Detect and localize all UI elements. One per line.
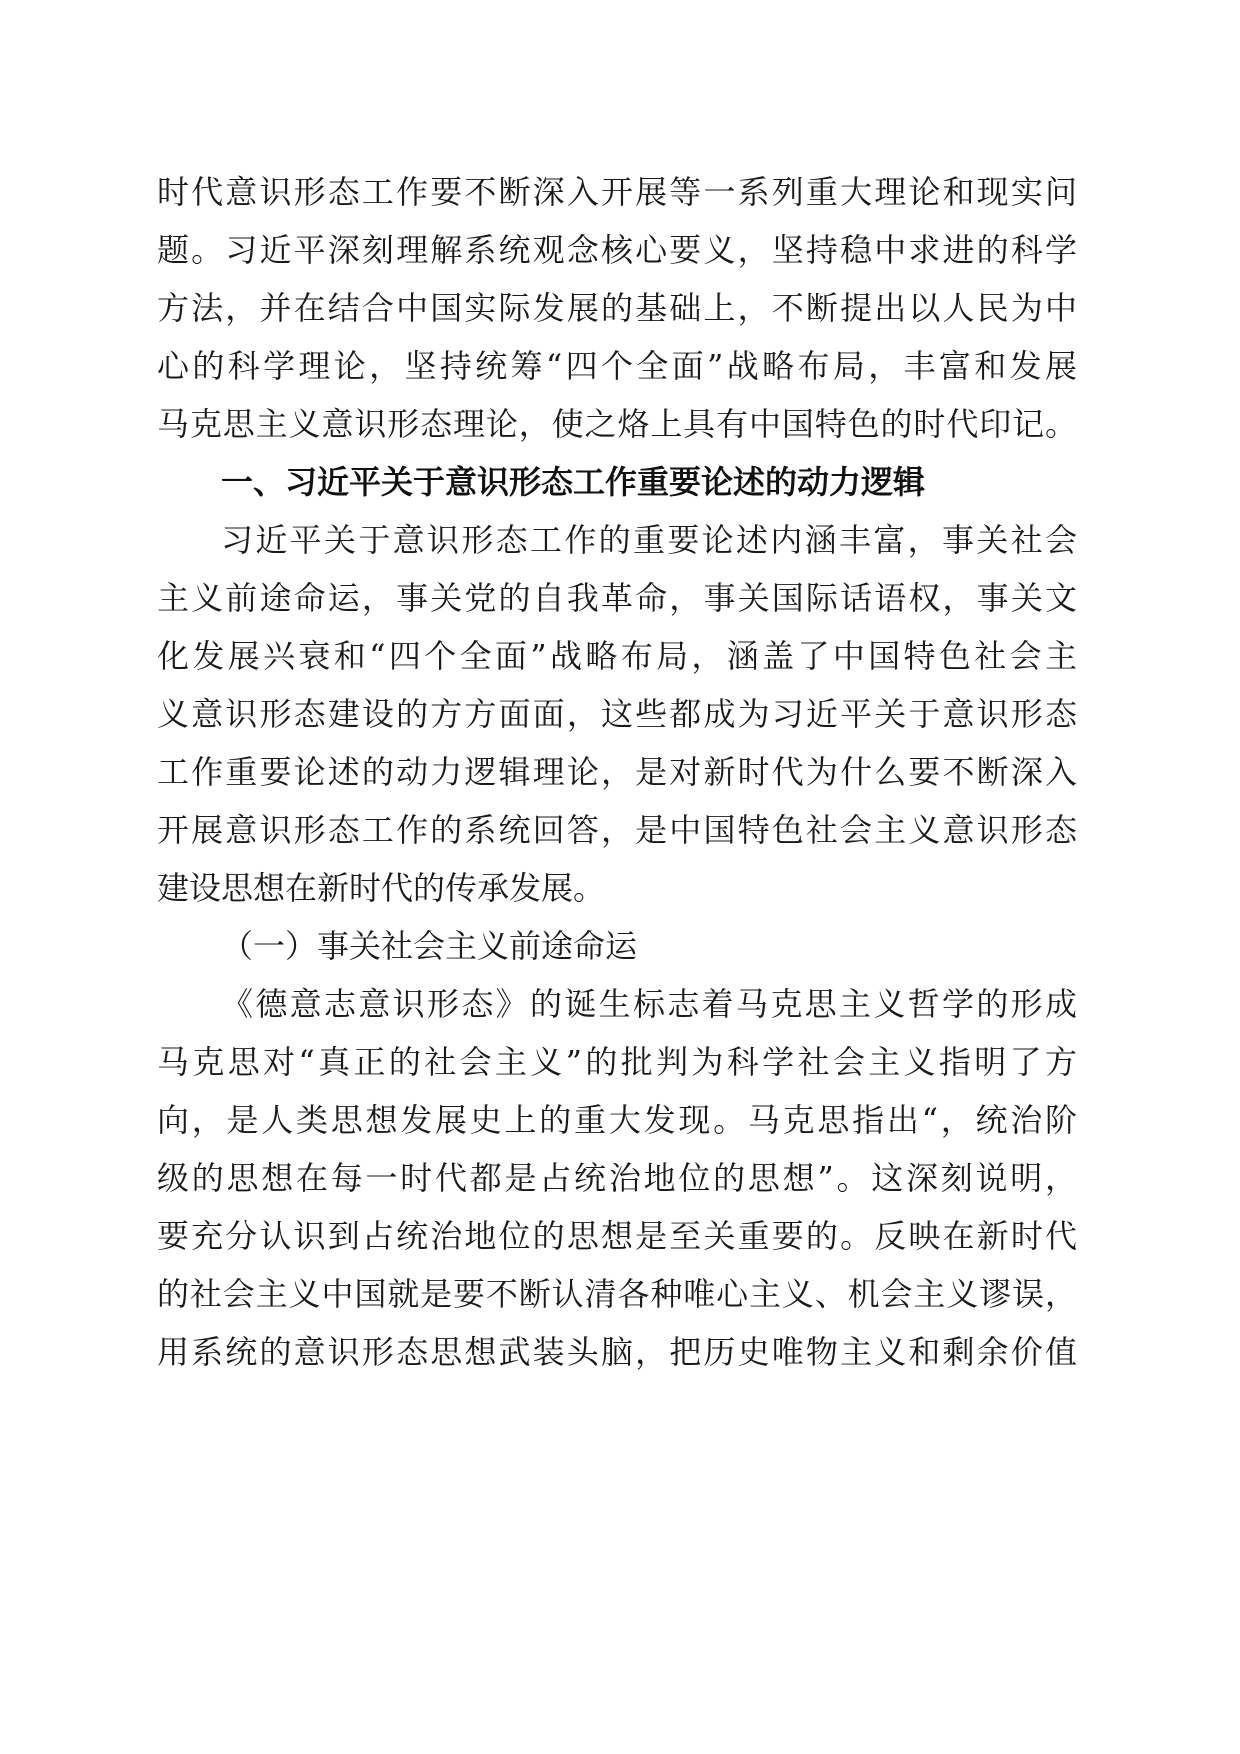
section-heading: 一、习近平关于意识形态工作重要论述的动力逻辑 xyxy=(221,463,926,501)
paragraph-2-line-5: 工作重要论述的动力逻辑理论，是对新时代为什么要不断深入 xyxy=(157,753,1077,791)
paragraph-3-line-4: 级的思想在每一时代都是占统治地位的思想”。这深刻说明， xyxy=(157,1159,1077,1197)
paragraph-2-line-4: 义意识形态建设的方方面面，这些都成为习近平关于意识形态 xyxy=(157,695,1077,733)
paragraph-2-line-1: 习近平关于意识形态工作的重要论述内涵丰富，事关社会 xyxy=(221,521,1077,559)
paragraph-1-line-1: 时代意识形态工作要不断深入开展等一系列重大理论和现实问 xyxy=(157,173,1077,211)
paragraph-2-line-2: 主义前途命运，事关党的自我革命，事关国际话语权，事关文 xyxy=(157,579,1077,617)
paragraph-1-line-2: 题。习近平深刻理解系统观念核心要义，坚持稳中求进的科学 xyxy=(157,231,1077,269)
paragraph-3-line-3: 向，是人类思想发展史上的重大发现。马克思指出“，统治阶 xyxy=(157,1101,1077,1139)
paragraph-2-line-7: 建设思想在新时代的传承发展。 xyxy=(157,869,606,907)
paragraph-3-line-1: 《德意志意识形态》的诞生标志着马克思主义哲学的形成 xyxy=(221,985,1077,1023)
paragraph-1-line-3: 方法，并在结合中国实际发展的基础上，不断提出以人民为中 xyxy=(157,289,1077,327)
paragraph-3-line-5: 要充分认识到占统治地位的思想是至关重要的。反映在新时代 xyxy=(157,1217,1077,1255)
paragraph-1-line-4: 心的科学理论，坚持统筹“四个全面”战略布局，丰富和发展 xyxy=(157,347,1077,385)
paragraph-3-line-6: 的社会主义中国就是要不断认清各种唯心主义、机会主义谬误， xyxy=(157,1275,1077,1313)
paragraph-2-line-3: 化发展兴衰和“四个全面”战略布局，涵盖了中国特色社会主 xyxy=(157,637,1077,675)
paragraph-3-line-7: 用系统的意识形态思想武装头脑，把历史唯物主义和剩余价值 xyxy=(157,1333,1077,1371)
paragraph-1-line-5: 马克思主义意识形态理论，使之烙上具有中国特色的时代印记。 xyxy=(157,405,1077,443)
paragraph-3-line-2: 马克思对“真正的社会主义”的批判为科学社会主义指明了方 xyxy=(157,1043,1077,1081)
paragraph-2-line-6: 开展意识形态工作的系统回答，是中国特色社会主义意识形态 xyxy=(157,811,1077,849)
subsection-heading: （一）事关社会主义前途命运 xyxy=(221,927,638,965)
